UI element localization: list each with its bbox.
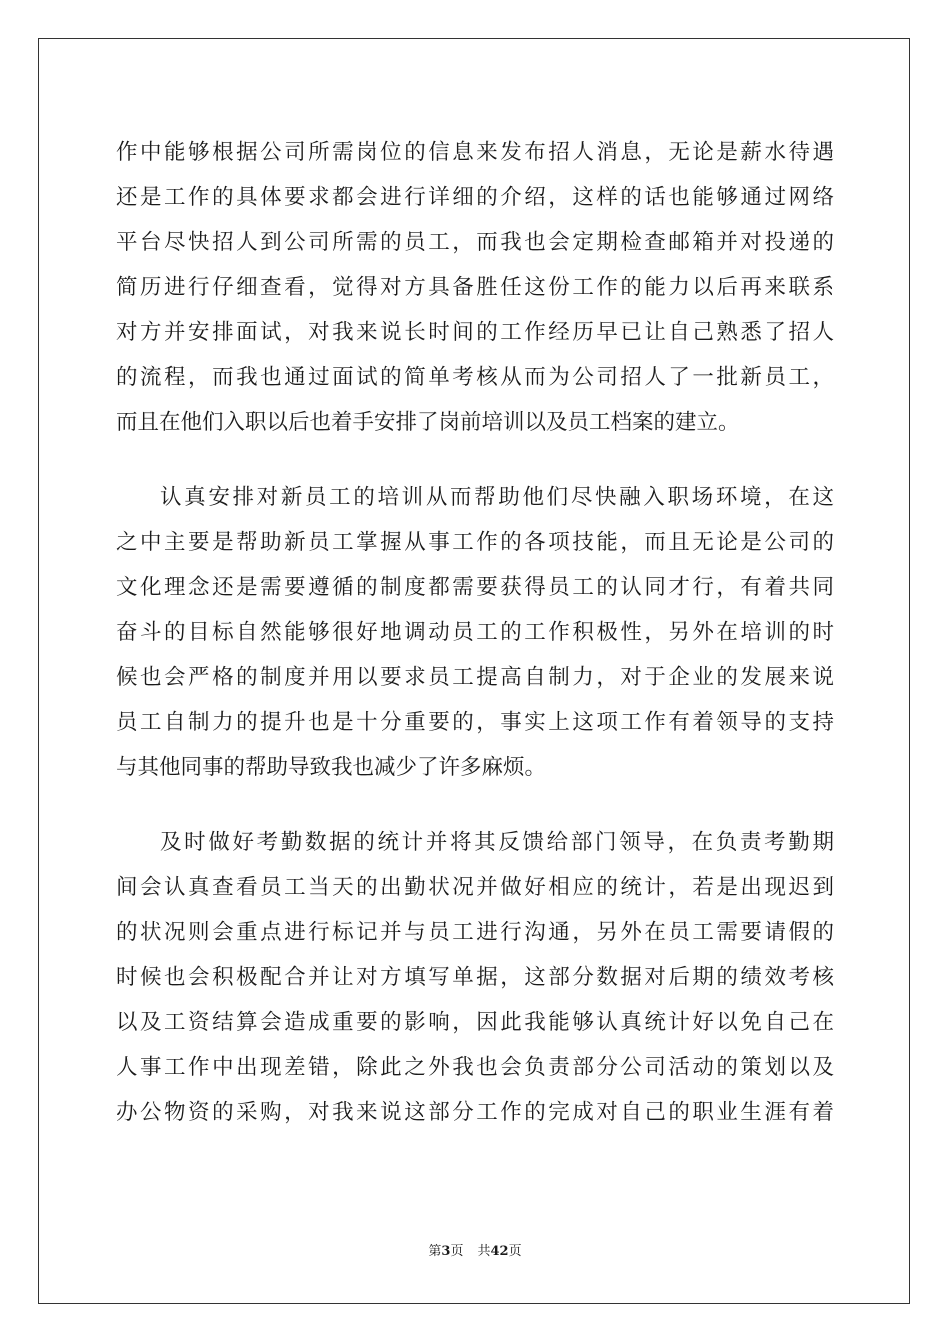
total-pages: 42 <box>490 1244 509 1259</box>
text-line: 而且在他们入职以后也着手安排了岗前培训以及员工档案的建立。 <box>116 410 740 435</box>
text-line: 候也会严格的制度并用以要求员工提高自制力，对于企业的发展来说 <box>116 665 834 690</box>
text-line: 的状况则会重点进行标记并与员工进行沟通，另外在员工需要请假的 <box>116 920 834 945</box>
page-prefix: 第 <box>428 1244 442 1259</box>
page-footer <box>0 1242 950 1262</box>
text-line: 对方并安排面试，对我来说长时间的工作经历早已让自己熟悉了招人 <box>116 320 834 345</box>
text-line: 简历进行仔细查看，觉得对方具备胜任这份工作的能力以后再来联系 <box>116 275 834 300</box>
text-line: 奋斗的目标自然能够很好地调动员工的工作积极性，另外在培训的时 <box>116 620 834 645</box>
total-suffix: 页 <box>508 1244 522 1259</box>
text-line: 员工自制力的提升也是十分重要的，事实上这项工作有着领导的支持 <box>116 710 834 735</box>
text-line: 认真安排对新员工的培训从而帮助他们尽快融入职场环境，在这 <box>160 485 834 510</box>
text-line: 的流程，而我也通过面试的简单考核从而为公司招人了一批新员工， <box>116 365 834 390</box>
text-line: 人事工作中出现差错，除此之外我也会负责部分公司活动的策划以及 <box>116 1055 834 1080</box>
text-line: 作中能够根据公司所需岗位的信息来发布招人消息，无论是薪水待遇 <box>116 140 834 165</box>
text-line: 间会认真查看员工当天的出勤状况并做好相应的统计，若是出现迟到 <box>116 875 834 900</box>
text-line: 之中主要是帮助新员工掌握从事工作的各项技能，而且无论是公司的 <box>116 530 834 555</box>
page-number: 3 <box>441 1244 451 1259</box>
text-line: 还是工作的具体要求都会进行详细的介绍，这样的话也能够通过网络 <box>116 185 834 210</box>
text-line: 平台尽快招人到公司所需的员工，而我也会定期检查邮箱并对投递的 <box>116 230 834 255</box>
text-line: 与其他同事的帮助导致我也减少了许多麻烦。 <box>116 755 547 780</box>
page-suffix: 页 <box>450 1244 464 1259</box>
text-line: 办公物资的采购，对我来说这部分工作的完成对自己的职业生涯有着 <box>116 1100 834 1125</box>
text-line: 及时做好考勤数据的统计并将其反馈给部门领导，在负责考勤期 <box>160 830 834 855</box>
total-prefix: 共 <box>477 1244 491 1259</box>
text-line: 文化理念还是需要遵循的制度都需要获得员工的认同才行，有着共同 <box>116 575 834 600</box>
text-line: 时候也会积极配合并让对方填写单据，这部分数据对后期的绩效考核 <box>116 965 834 990</box>
text-line: 以及工资结算会造成重要的影响，因此我能够认真统计好以免自己在 <box>116 1010 834 1035</box>
